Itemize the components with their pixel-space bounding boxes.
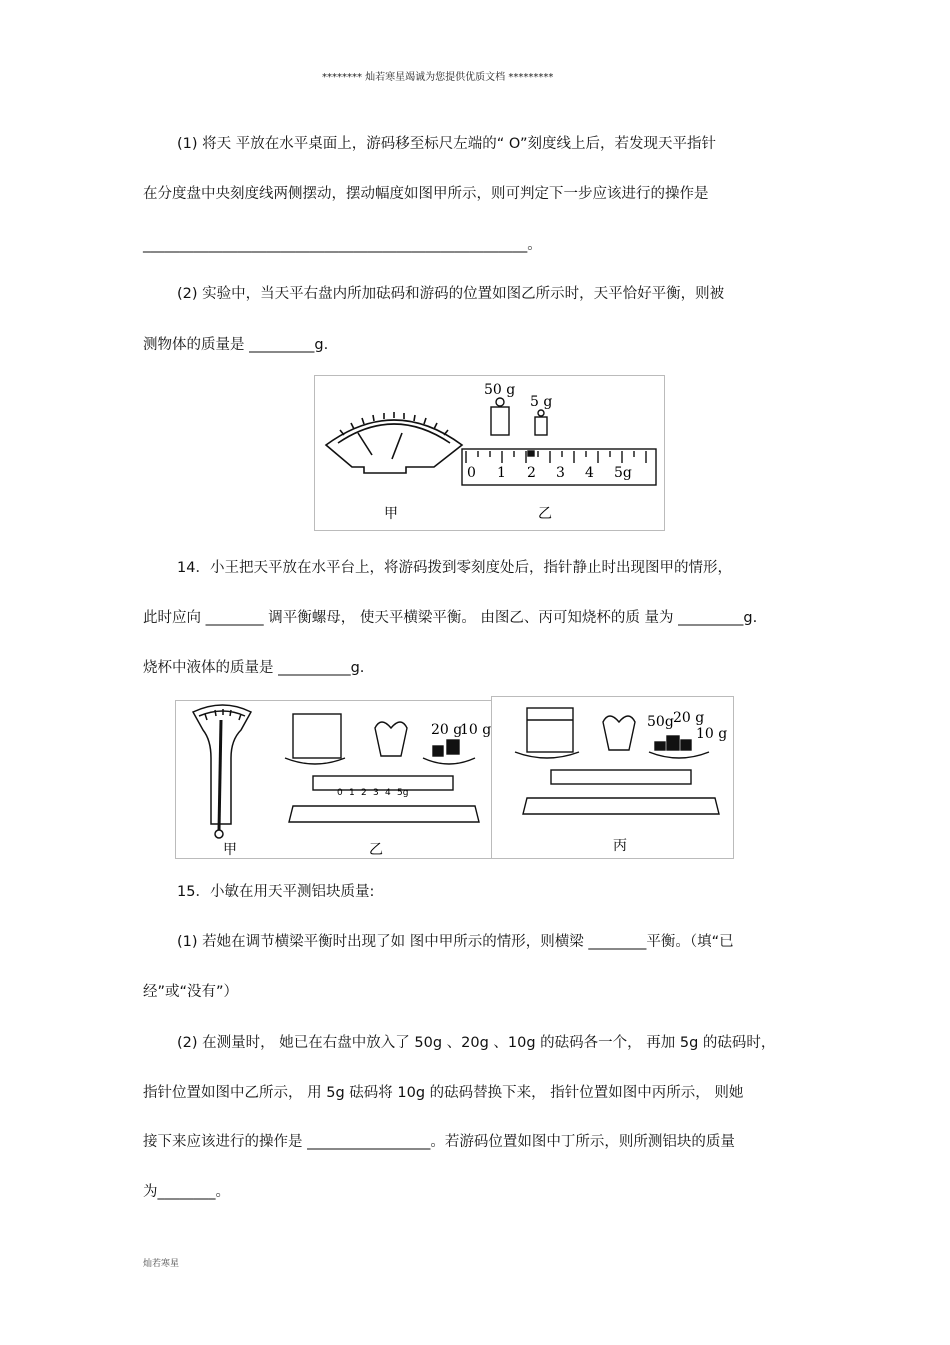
yi-scale-tick-0: 0 <box>337 788 343 798</box>
q15-line1: 15．小敏在用天平测铝块质量: <box>177 884 375 900</box>
q15-part1-line1: (1) 若她在调节横梁平衡时出现了如 图中甲所示的情形，则横梁 ________平衡。（填“已 <box>177 934 734 950</box>
q15-part2-line2: 指针位置如图中乙所示， 用 5g 砝码将 10g 的砝码替换下来， 指针位置如图中丙所示， 则她 <box>143 1085 744 1101</box>
scale-tick-0: 0 <box>467 465 476 481</box>
page-header: ******** 灿若寒星竭诚为您提供优质文档 ********* <box>322 72 554 83</box>
q13-part2-line2: 测物体的质量是 _________g. <box>143 337 329 353</box>
q13-part1-line2: 在分度盘中央刻度线两侧摆动，摆动幅度如图甲所示，则可判定下一步应该进行的操作是 <box>143 186 709 202</box>
figure-label-yi: 乙 <box>538 506 552 522</box>
scale-tick-4: 4 <box>585 465 594 481</box>
weight-50g-bing: 50g <box>647 714 674 730</box>
scale-tick-5g: 5g <box>614 465 632 481</box>
yi-scale-tick-4: 4 <box>385 788 391 798</box>
q13-part2-line1: (2) 实验中，当天平右盘内所加砝码和游码的位置如图乙所示时，天平恰好平衡，则被 <box>177 286 725 302</box>
page-footer: 灿若寒星 <box>143 1259 180 1269</box>
scale-tick-3: 3 <box>556 465 565 481</box>
figure-label-jia-14: 甲 <box>223 842 237 858</box>
weight-10g-bing: 10 g <box>696 726 728 742</box>
scale-tick-2: 2 <box>527 465 536 481</box>
yi-scale-tick-3: 3 <box>373 788 379 798</box>
scale-tick-1: 1 <box>497 465 506 481</box>
q14-figure <box>175 696 735 862</box>
q15-part2-line1: (2) 在测量时， 她已在右盘中放入了 50g 、20g 、10g 的砝码各一个， 再加 5g 的砝码时， <box>177 1035 776 1051</box>
weight-10g-yi: 10 g <box>460 722 492 738</box>
q15-part2-line3: 接下来应该进行的操作是 _________________。若游码位置如图中丁所示，则所测铝块的质量 <box>143 1134 735 1150</box>
q13-figure <box>314 375 666 532</box>
pointer-gauge-jia <box>193 705 251 838</box>
weight-50g-label: 50 g <box>484 382 516 398</box>
needle-right-arrow <box>392 433 402 459</box>
weight-20g-yi: 20 g <box>431 722 463 738</box>
q15-part2-line4: 为________。 <box>143 1184 230 1200</box>
yi-scale-tick-2: 2 <box>361 788 367 798</box>
q15-part1-line2: 经”或“没有”） <box>143 984 239 1000</box>
q14-line3: 烧杯中液体的质量是 __________g. <box>143 660 365 676</box>
yi-scale-tick-5g: 5g <box>397 788 409 798</box>
figure-label-yi-14: 乙 <box>369 842 383 858</box>
yi-scale-tick-1: 1 <box>349 788 355 798</box>
q13-part1-line1: (1) 将天 平放在水平桌面上，游码移至标尺左端的“ O”刻度线上后，若发现天平指针 <box>177 136 717 152</box>
q14-line2: 此时应向 ________ 调平衡螺母， 使天平横梁平衡。 由图乙、丙可知烧杯的质 量为 _________g. <box>143 610 758 626</box>
q14-line1: 14．小王把天平放在水平台上，将游码拨到零刻度处后，指针静止时出现图甲的情形， <box>177 560 732 576</box>
weight-5g-label: 5 g <box>530 394 553 410</box>
q13-part1-answer-blank: _____________________________________________________。 <box>143 237 542 253</box>
dial-gauge-jia <box>326 412 462 473</box>
needle-left-arrow <box>358 433 372 455</box>
figure-label-bing-14: 丙 <box>613 838 627 854</box>
weight-20g-bing: 20 g <box>673 710 705 726</box>
figure-label-jia: 甲 <box>384 506 398 522</box>
